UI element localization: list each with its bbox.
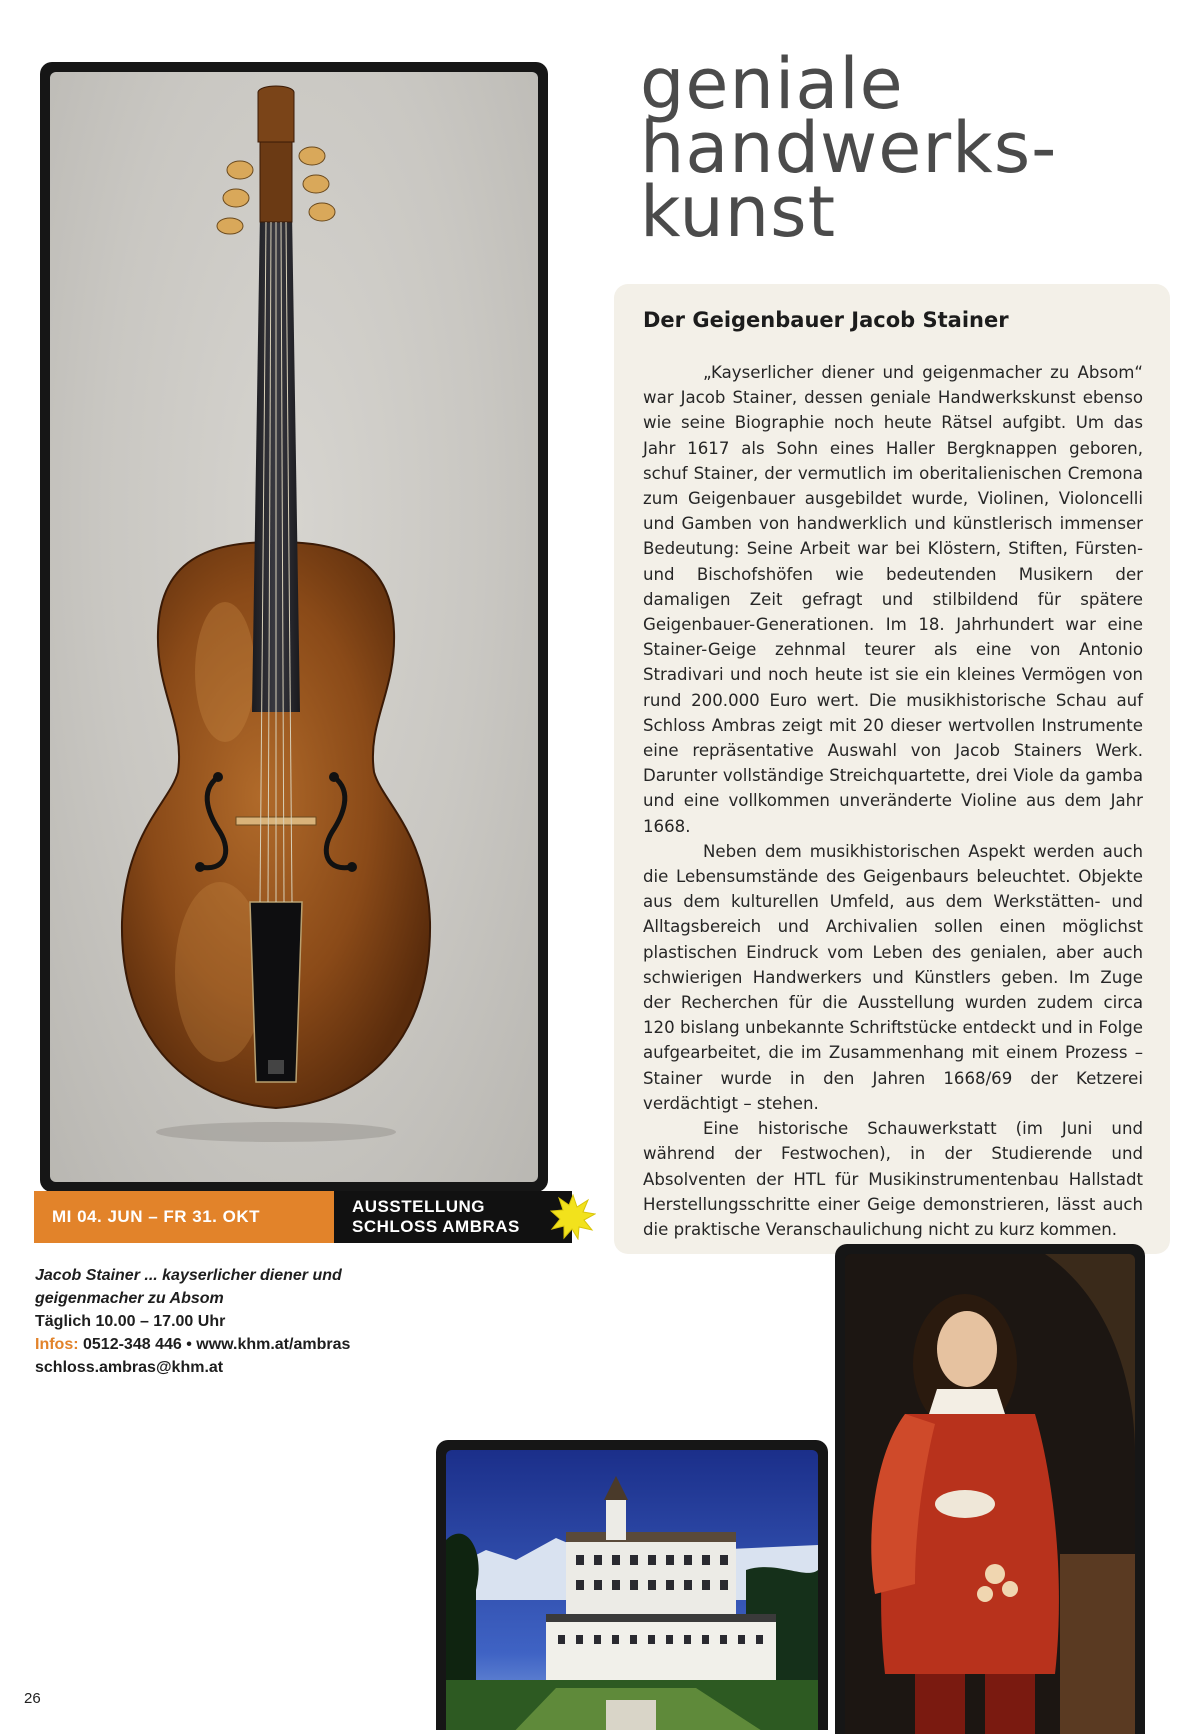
article-body	[643, 360, 1143, 1242]
portrait-painting-image	[845, 1254, 1135, 1734]
contact-line	[35, 1333, 455, 1356]
castle-photo-frame	[436, 1440, 828, 1730]
event-type-bar	[334, 1191, 572, 1243]
email-address[interactable]: schloss.ambras@khm.at	[35, 1359, 224, 1376]
portrait-photo	[845, 1254, 1135, 1734]
title-line-1: geniale	[640, 43, 904, 125]
article-paragraph-2: Neben dem musikhistorischen Aspekt werden auch die Lebensumstände des Geigenbaurs beleuchtet. Objekte aus dem kulturellen Umfeld, aus dem Werkstätten- und Alltagsbereich und Archivalien sollen einen möglichst plastischen Eindruck vom Leben des genialen, aber auch schwierigen Handwerkers und Künstlers geben. Im Zuge der Recherchen für die Ausstellung wurden zudem circa 120 bislang unbekannte Schriftstücke entdeckt und in Folge aufgearbeitet, die im Zusammenhang mit einem Prozess – Stainer wurde in den Jahren 1668/69 der Ketzerei verdächtigt – stehen.	[643, 841, 1143, 1113]
event-type: AUSSTELLUNG	[352, 1197, 485, 1216]
article-heading: Der Geigenbauer Jacob Stainer	[643, 308, 1009, 332]
title-line-2: handwerks-	[640, 107, 1058, 189]
event-info	[35, 1264, 455, 1379]
event-venue: SCHLOSS AMBRAS	[352, 1217, 520, 1236]
opening-hours: Täglich 10.00 – 17.00 Uhr	[35, 1313, 226, 1330]
exhibition-title-line-2: geigenmacher zu Absom	[35, 1290, 224, 1307]
schloss-ambras-image	[446, 1450, 818, 1730]
event-date-bar: MI 04. JUN – FR 31. OKT	[34, 1191, 334, 1243]
title-line-3: kunst	[640, 171, 837, 253]
portrait-photo-frame	[835, 1244, 1145, 1734]
viola-da-gamba-image	[50, 72, 538, 1182]
starburst-icon	[550, 1194, 596, 1240]
exhibition-title-line-1: Jacob Stainer ... kayserlicher diener und	[35, 1267, 342, 1284]
article-paragraph-1: „Kayserlicher diener und geigenmacher zu Absom“ war Jacob Stainer, dessen geniale Handwerkskunst ebenso wie seine Biographie noch heute Rätsel aufgibt. Um das Jahr 1617 als Sohn eines Haller Bergknappen geboren, schuf Stainer, der vermutlich im oberitalienischen Cremona zum Geigenbauer ausgebildet wurde, Violinen, Violoncelli und Gamben von handwerklich und künstlerisch immenser Bedeutung: Seine Arbeit war bei Klöstern, Stiften, Fürsten- und Bischofshöfen wie bedeutenden Musikern der damaligen Zeit gefragt und stilbildend für spätere Geigenbauer-Generationen. Im 18. Jahrhundert war eine Stainer-Geige zehnmal teurer als eine von Antonio Stradivari und noch heute ist sie ein kleines Vermögen von rund 200.000 Euro wert. Die musikhistorische Schau auf Schloss Ambras zeigt mit 20 dieser wertvollen Instrumente eine repräsentative Auswahl von Jacob Stainers Werk. Darunter vollständige Streichquartette, drei Viole da gamba und eine vollkommen unveränderte Violine aus dem Jahr 1668.	[643, 363, 1143, 836]
article-paragraph-3: Eine historische Schauwerkstatt (im Juni und während der Festwochen), in der Studierende und Absolventen der HTL für Musikinstrumentenbau Hallstadt Herstellungsschritte einer Geige demonstrieren, lässt auch die praktische Veranschaulichung nicht zu kurz kommen.	[643, 1119, 1143, 1239]
viola-da-gamba-photo	[50, 72, 538, 1182]
infos-label: Infos:	[35, 1336, 79, 1353]
contact-details[interactable]: 0512-348 446 • www.khm.at/ambras	[83, 1336, 351, 1353]
castle-photo	[446, 1450, 818, 1730]
page-number: 26	[24, 1690, 41, 1707]
page-title	[640, 43, 1058, 253]
viola-da-gamba-photo-frame	[40, 62, 548, 1192]
